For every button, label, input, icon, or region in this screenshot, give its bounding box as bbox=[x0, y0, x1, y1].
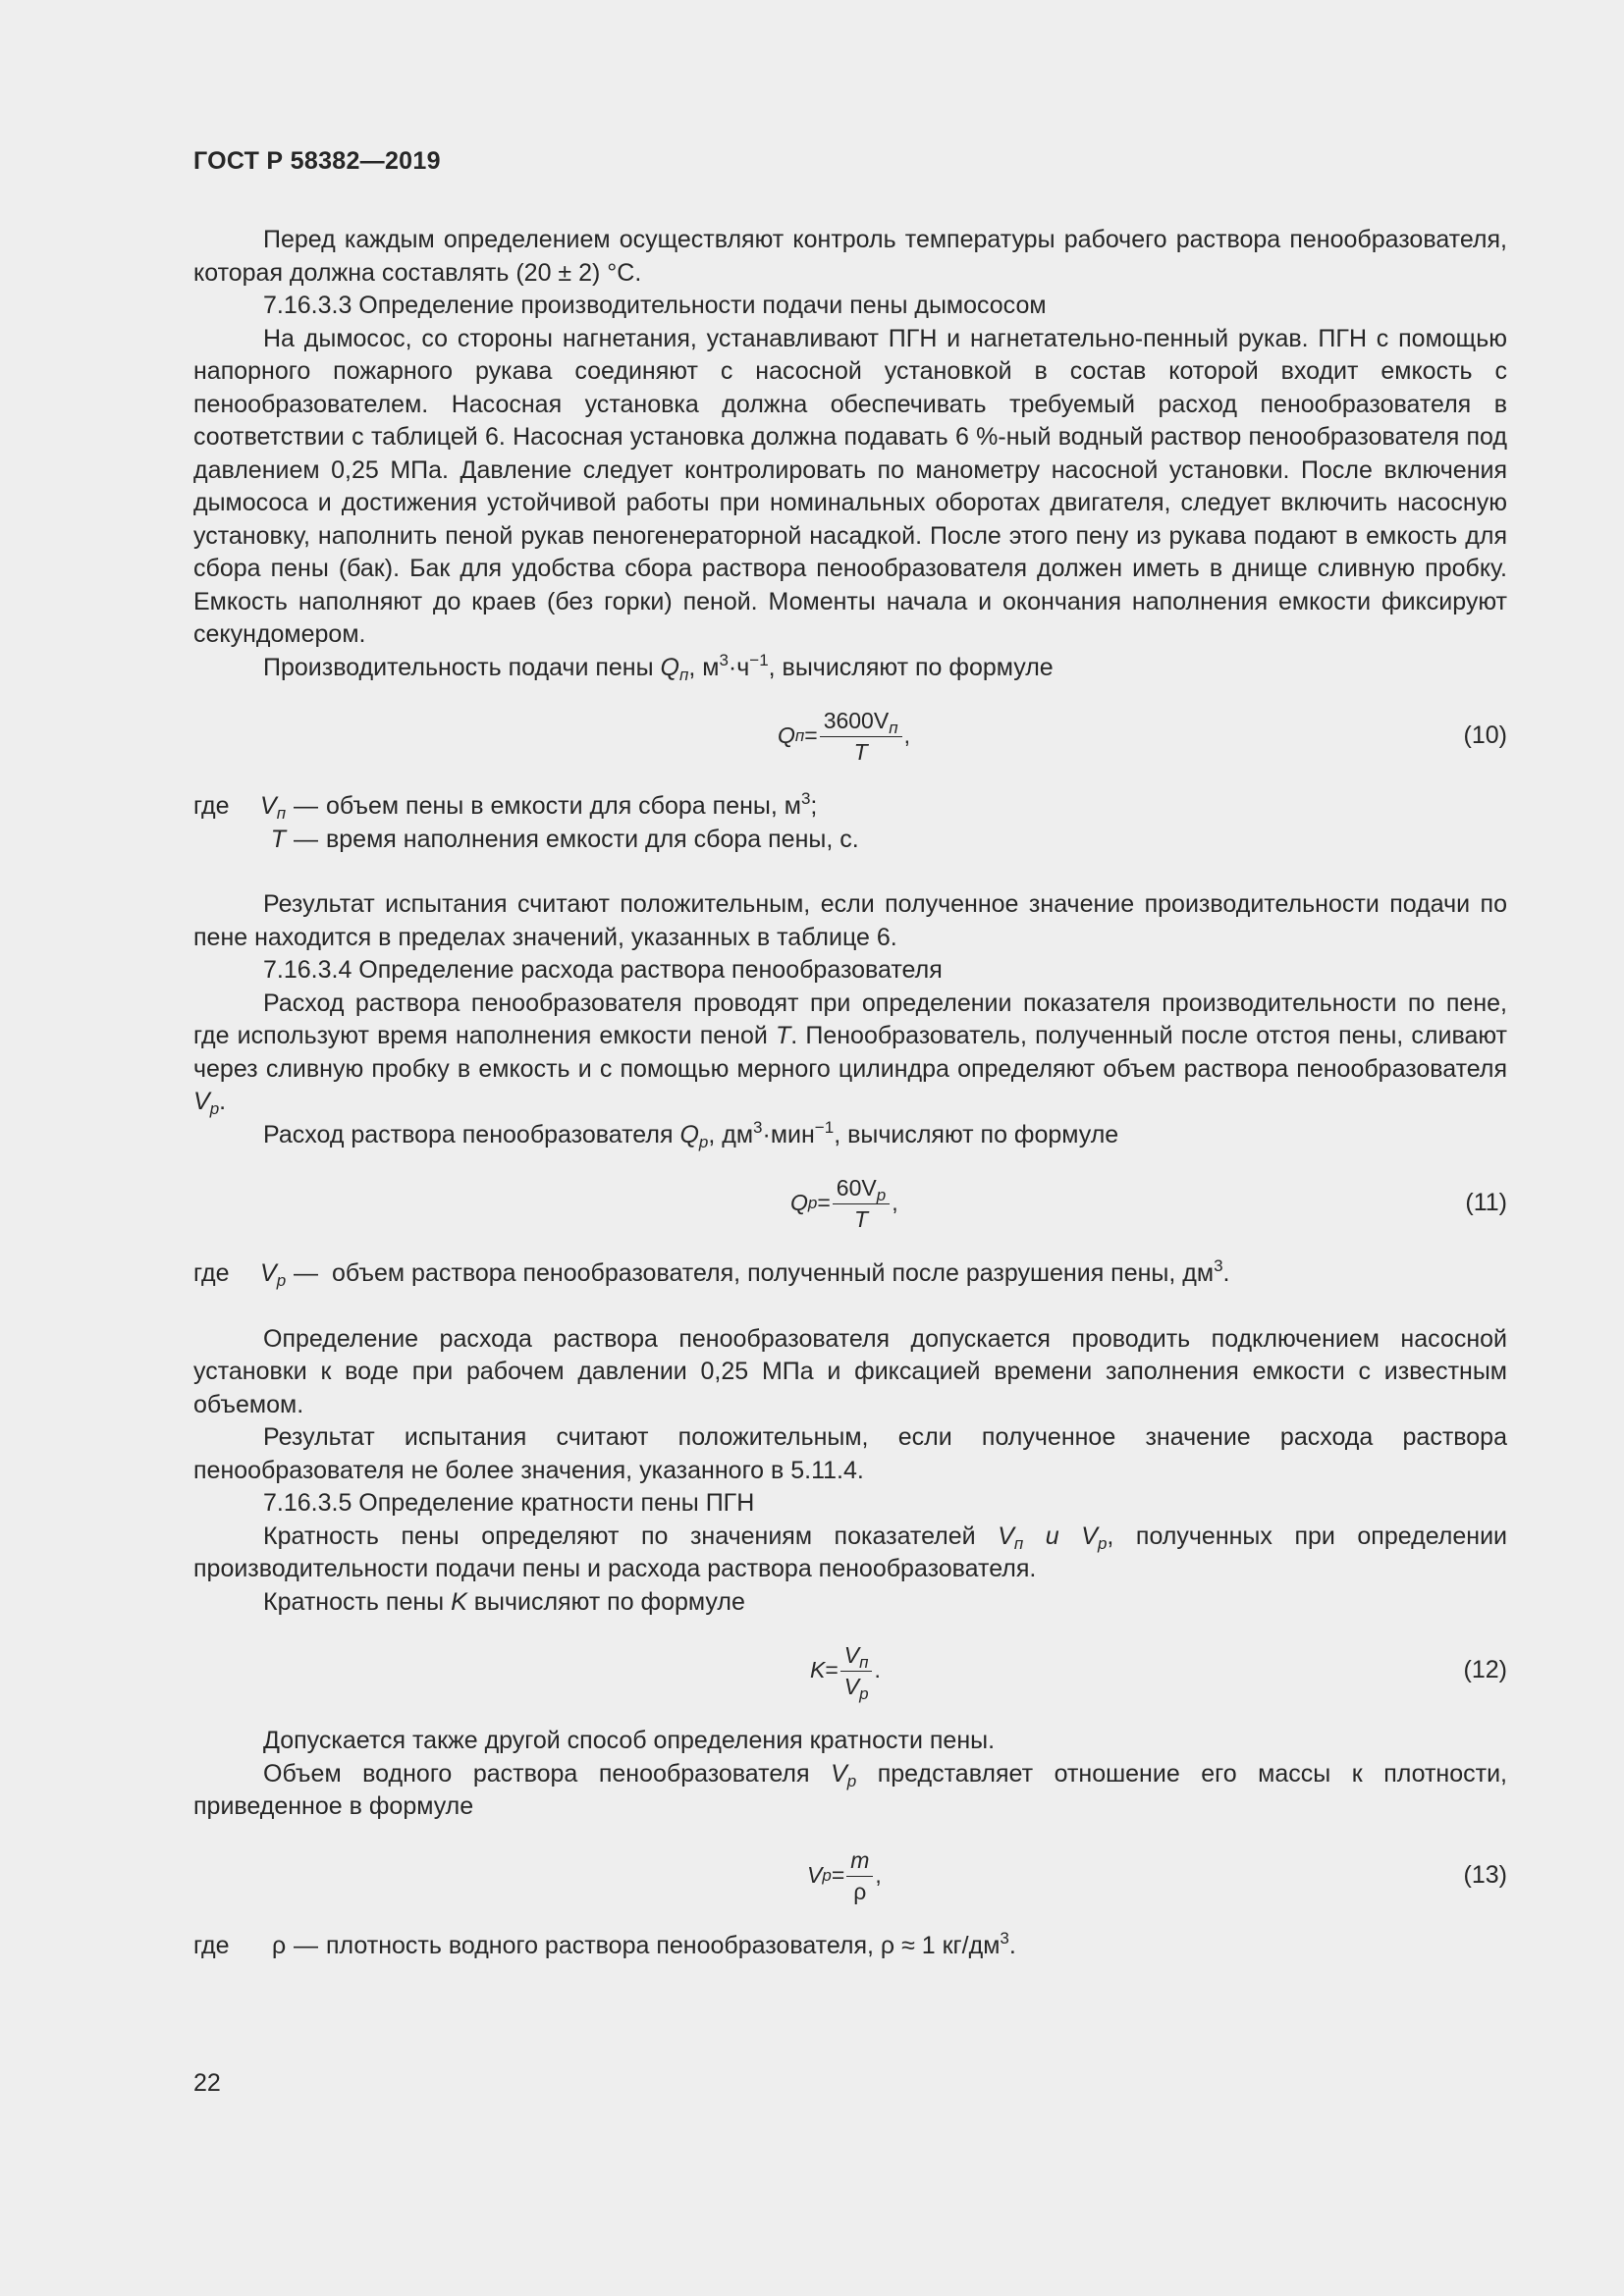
document-body bbox=[193, 224, 1507, 1962]
formula-12: K = $\frac{V_п}{V_p}$ . (12) bbox=[810, 1642, 1507, 1703]
page-number: 22 bbox=[193, 2069, 221, 2097]
paragraph-procedure: На дымосос, со стороны нагнетания, устанавливают ПГН и нагнетательно-пенный рукав. ПГН с помощью напорного пожарного рукава соединяют с насосной установкой в состав которой входит емкость с пенообразователем. Насосная установка должна обеспечивать требуемый расход пенообразователя в соответствии с таблицей 6. Насосная установка должна подавать 6 %-ный водный раствор пенообразователя под давлением 0,25 МПа. Давление следует контролировать по манометру насосной установки. После включения дымососа и достижения устойчивой работы при номинальных оборотах двигателя, следует включить насосную установку, наполнить пеной рукав пеногенераторной насадкой. После этого пену из рукава подают в емкость для сбора пены (бак). Бак для удобства сбора раствора пенообразователя должен иметь в днище сливную пробку. Емкость наполняют до краев (без горки) пеной. Моменты начала и окончания наполнения емкости фиксируют секундомером. bbox=[193, 324, 1507, 648]
where-row-vn: где $V_п$ — объем пены в емкости для сбора пены, $м^3$; bbox=[193, 789, 818, 823]
formula-10: Q п = $\frac{3600V_п}{T}$ , (10) bbox=[778, 708, 1507, 765]
paragraph-result-productivity: Результат испытания считают положительным, если полученное значение производительности подачи по пене находится в пределах значений, указанных в таблице 6. bbox=[193, 890, 1507, 951]
formula-number-13: (13) bbox=[1463, 1860, 1507, 1889]
section-heading-7-16-3-3: 7.16.3.3 Определение производительности подачи пены дымососом bbox=[263, 292, 1047, 319]
paragraph-expansion-ratio: Кратность пены определяют по значениям показателей $V_п$ и $V_p$, полученных при определении производительности подачи пены и расхода раствора пенообразователя. bbox=[193, 1522, 1507, 1582]
formula-number-10: (10) bbox=[1463, 721, 1507, 749]
paragraph-result-consumption: Результат испытания считают положительным, если полученное значение расхода раствора пенообразователя не более значения, указанного в 5.11.4. bbox=[193, 1423, 1507, 1484]
where-row-vp: где $V_p$ — объем раствора пенообразователя, полученный после разрушения пены, $дм^3$. bbox=[193, 1256, 1230, 1290]
paragraph-productivity-intro: Производительность подачи пены $Q_п$, $м^3\cdot ч^{-1}$, вычисляют по формуле bbox=[263, 650, 1054, 684]
paragraph-expansion-intro: Кратность пены K вычисляют по формуле bbox=[263, 1587, 745, 1616]
section-heading-7-16-3-4: 7.16.3.4 Определение расхода раствора пенообразователя bbox=[263, 956, 943, 984]
paragraph-consumption-procedure: Расход раствора пенообразователя проводят при определении показателя производительности по пене, где используют время наполнения емкости пеной T. Пенообразователь, полученный после отстоя пены, сливают через сливную пробку в емкость и с помощью мерного цилиндра определяют объем раствора пенообразователя $V_p$. bbox=[193, 988, 1507, 1118]
formula-number-11: (11) bbox=[1465, 1189, 1507, 1216]
paragraph-consumption-intro: Расход раствора пенообразователя $Q_p$, $дм^3\cdot мин^{-1}$, вычисляют по формуле bbox=[263, 1117, 1119, 1151]
where-row-t: T — время наполнения емкости для сбора пены, с. bbox=[270, 825, 859, 853]
formula-13: V p = $\frac{m}{\rho}$ , (13) bbox=[807, 1846, 1507, 1904]
where-row-rho: где ρ — плотность водного раствора пенообразователя, ρ ≈ 1 $кг/дм^3$. bbox=[193, 1928, 1016, 1959]
paragraph-solution-volume: Объем водного раствора пенообразователя $V_p$ представляет отношение его массы к плотности, приведенное в формуле bbox=[193, 1759, 1507, 1820]
paragraph-alt-method: Допускается также другой способ определения кратности пены. bbox=[263, 1727, 996, 1754]
paragraph-temperature-control: Перед каждым определением осуществляют контроль температуры рабочего раствора пенообразователя, которая должна составлять (20 ± 2) °С. bbox=[193, 226, 1507, 287]
section-heading-7-16-3-5: 7.16.3.5 Определение кратности пены ПГН bbox=[263, 1489, 755, 1517]
document-header: ГОСТ Р 58382—2019 bbox=[193, 147, 441, 175]
formula-11: Q p = $\frac{60V_p}{T}$ , (11) bbox=[790, 1175, 1507, 1232]
formula-number-12: (12) bbox=[1463, 1656, 1507, 1683]
paragraph-alt-consumption: Определение расхода раствора пенообразователя допускается проводить подключением насосной установки к воде при рабочем давлении 0,25 МПа и фиксацией времени заполнения емкости с известным объемом. bbox=[193, 1324, 1507, 1418]
